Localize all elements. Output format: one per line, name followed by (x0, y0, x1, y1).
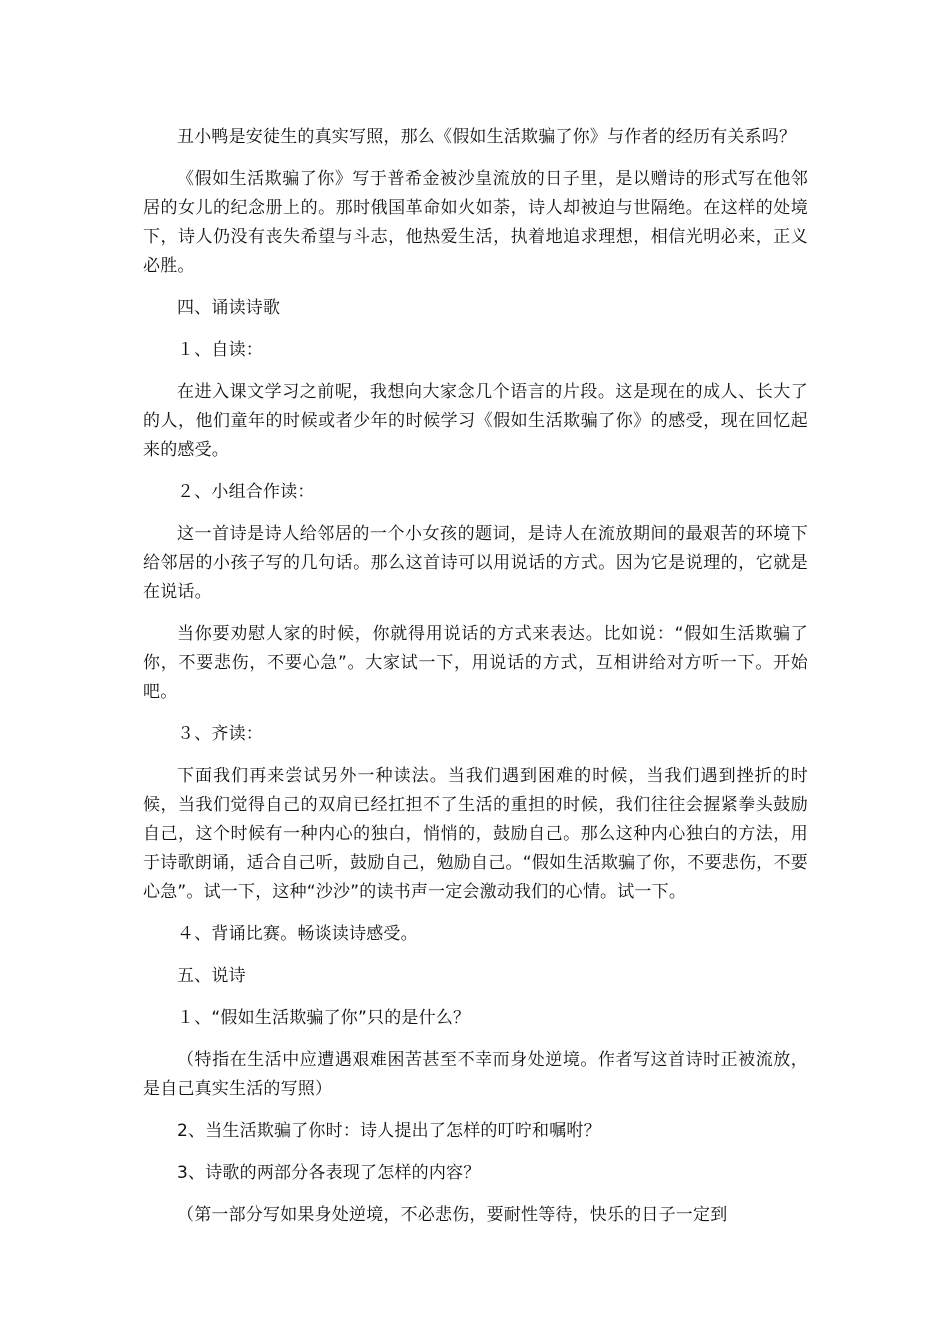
section-heading-discuss: 五、说诗 (177, 966, 246, 986)
subheading-recite-contest: ４、背诵比赛。畅谈读诗感受。 (177, 924, 418, 944)
answer-1: （特指在生活中应遭遇艰难困苦甚至不幸而身处逆境。作者写这首诗时正被流放，是自己真实生活的写照） (143, 1050, 808, 1099)
subheading-group-read: ２、小组合作读： (177, 482, 315, 502)
paragraph-question-author-experience: 丑小鸭是安徒生的真实写照，那么《假如生活欺骗了你》与作者的经历有关系吗？ (177, 127, 797, 147)
paragraph-self-read: 在进入课文学习之前呢，我想向大家念几个语言的片段。这是现在的成人、长大了的人，他们童年的时候或者少年的时候学习《假如生活欺骗了你》的感受，现在回忆起来的感受。 (143, 382, 808, 460)
section-heading-recite: 四、诵读诗歌 (177, 298, 281, 318)
question-2: 2、当生活欺骗了你时：诗人提出了怎样的叮咛和嘱咐？ (177, 1121, 601, 1141)
paragraph-group-read-2: 当你要劝慰人家的时候，你就得用说话的方式来表达。比如说：“假如生活欺骗了你，不要悲伤，不要心急”。大家试一下，用说话的方式，互相讲给对方听一下。开始吧。 (143, 624, 808, 702)
document-body (143, 123, 808, 1230)
subheading-self-read: １、自读： (177, 340, 263, 360)
question-1: １、“假如生活欺骗了你”只的是什么？ (177, 1008, 471, 1028)
paragraph-group-read-1: 这一首诗是诗人给邻居的一个小女孩的题词，是诗人在流放期间的最艰苦的环境下给邻居的小孩子写的几句话。那么这首诗可以用说话的方式。因为它是说理的，它就是在说话。 (143, 524, 808, 602)
answer-3: （第一部分写如果身处逆境，不必悲伤，要耐性等待，快乐的日子一定到 (177, 1205, 728, 1225)
subheading-chorus-read: ３、齐读： (177, 724, 263, 744)
question-3: 3、诗歌的两部分各表现了怎样的内容？ (177, 1163, 481, 1183)
paragraph-chorus-read: 下面我们再来尝试另外一种读法。当我们遇到困难的时候，当我们遇到挫折的时候，当我们觉得自己的双肩已经扛担不了生活的重担的时候，我们往往会握紧拳头鼓励自己，这个时候有一种内心的独白，悄悄的，鼓励自己。那么这种内心独白的方法，用于诗歌朗诵，适合自己听，鼓励自己，勉励自己。“假如生活欺骗了你，不要悲伤，不要心急”。试一下，这种“沙沙”的读书声一定会激动我们的心情。试一下。 (143, 766, 808, 902)
paragraph-poem-background: 《假如生活欺骗了你》写于普希金被沙皇流放的日子里，是以赠诗的形式写在他邻居的女儿的纪念册上的。那时俄国革命如火如荼，诗人却被迫与世隔绝。在这样的处境下，诗人仍没有丧失希望与斗志，他热爱生活，执着地追求理想，相信光明必来，正义必胜。 (143, 169, 808, 276)
